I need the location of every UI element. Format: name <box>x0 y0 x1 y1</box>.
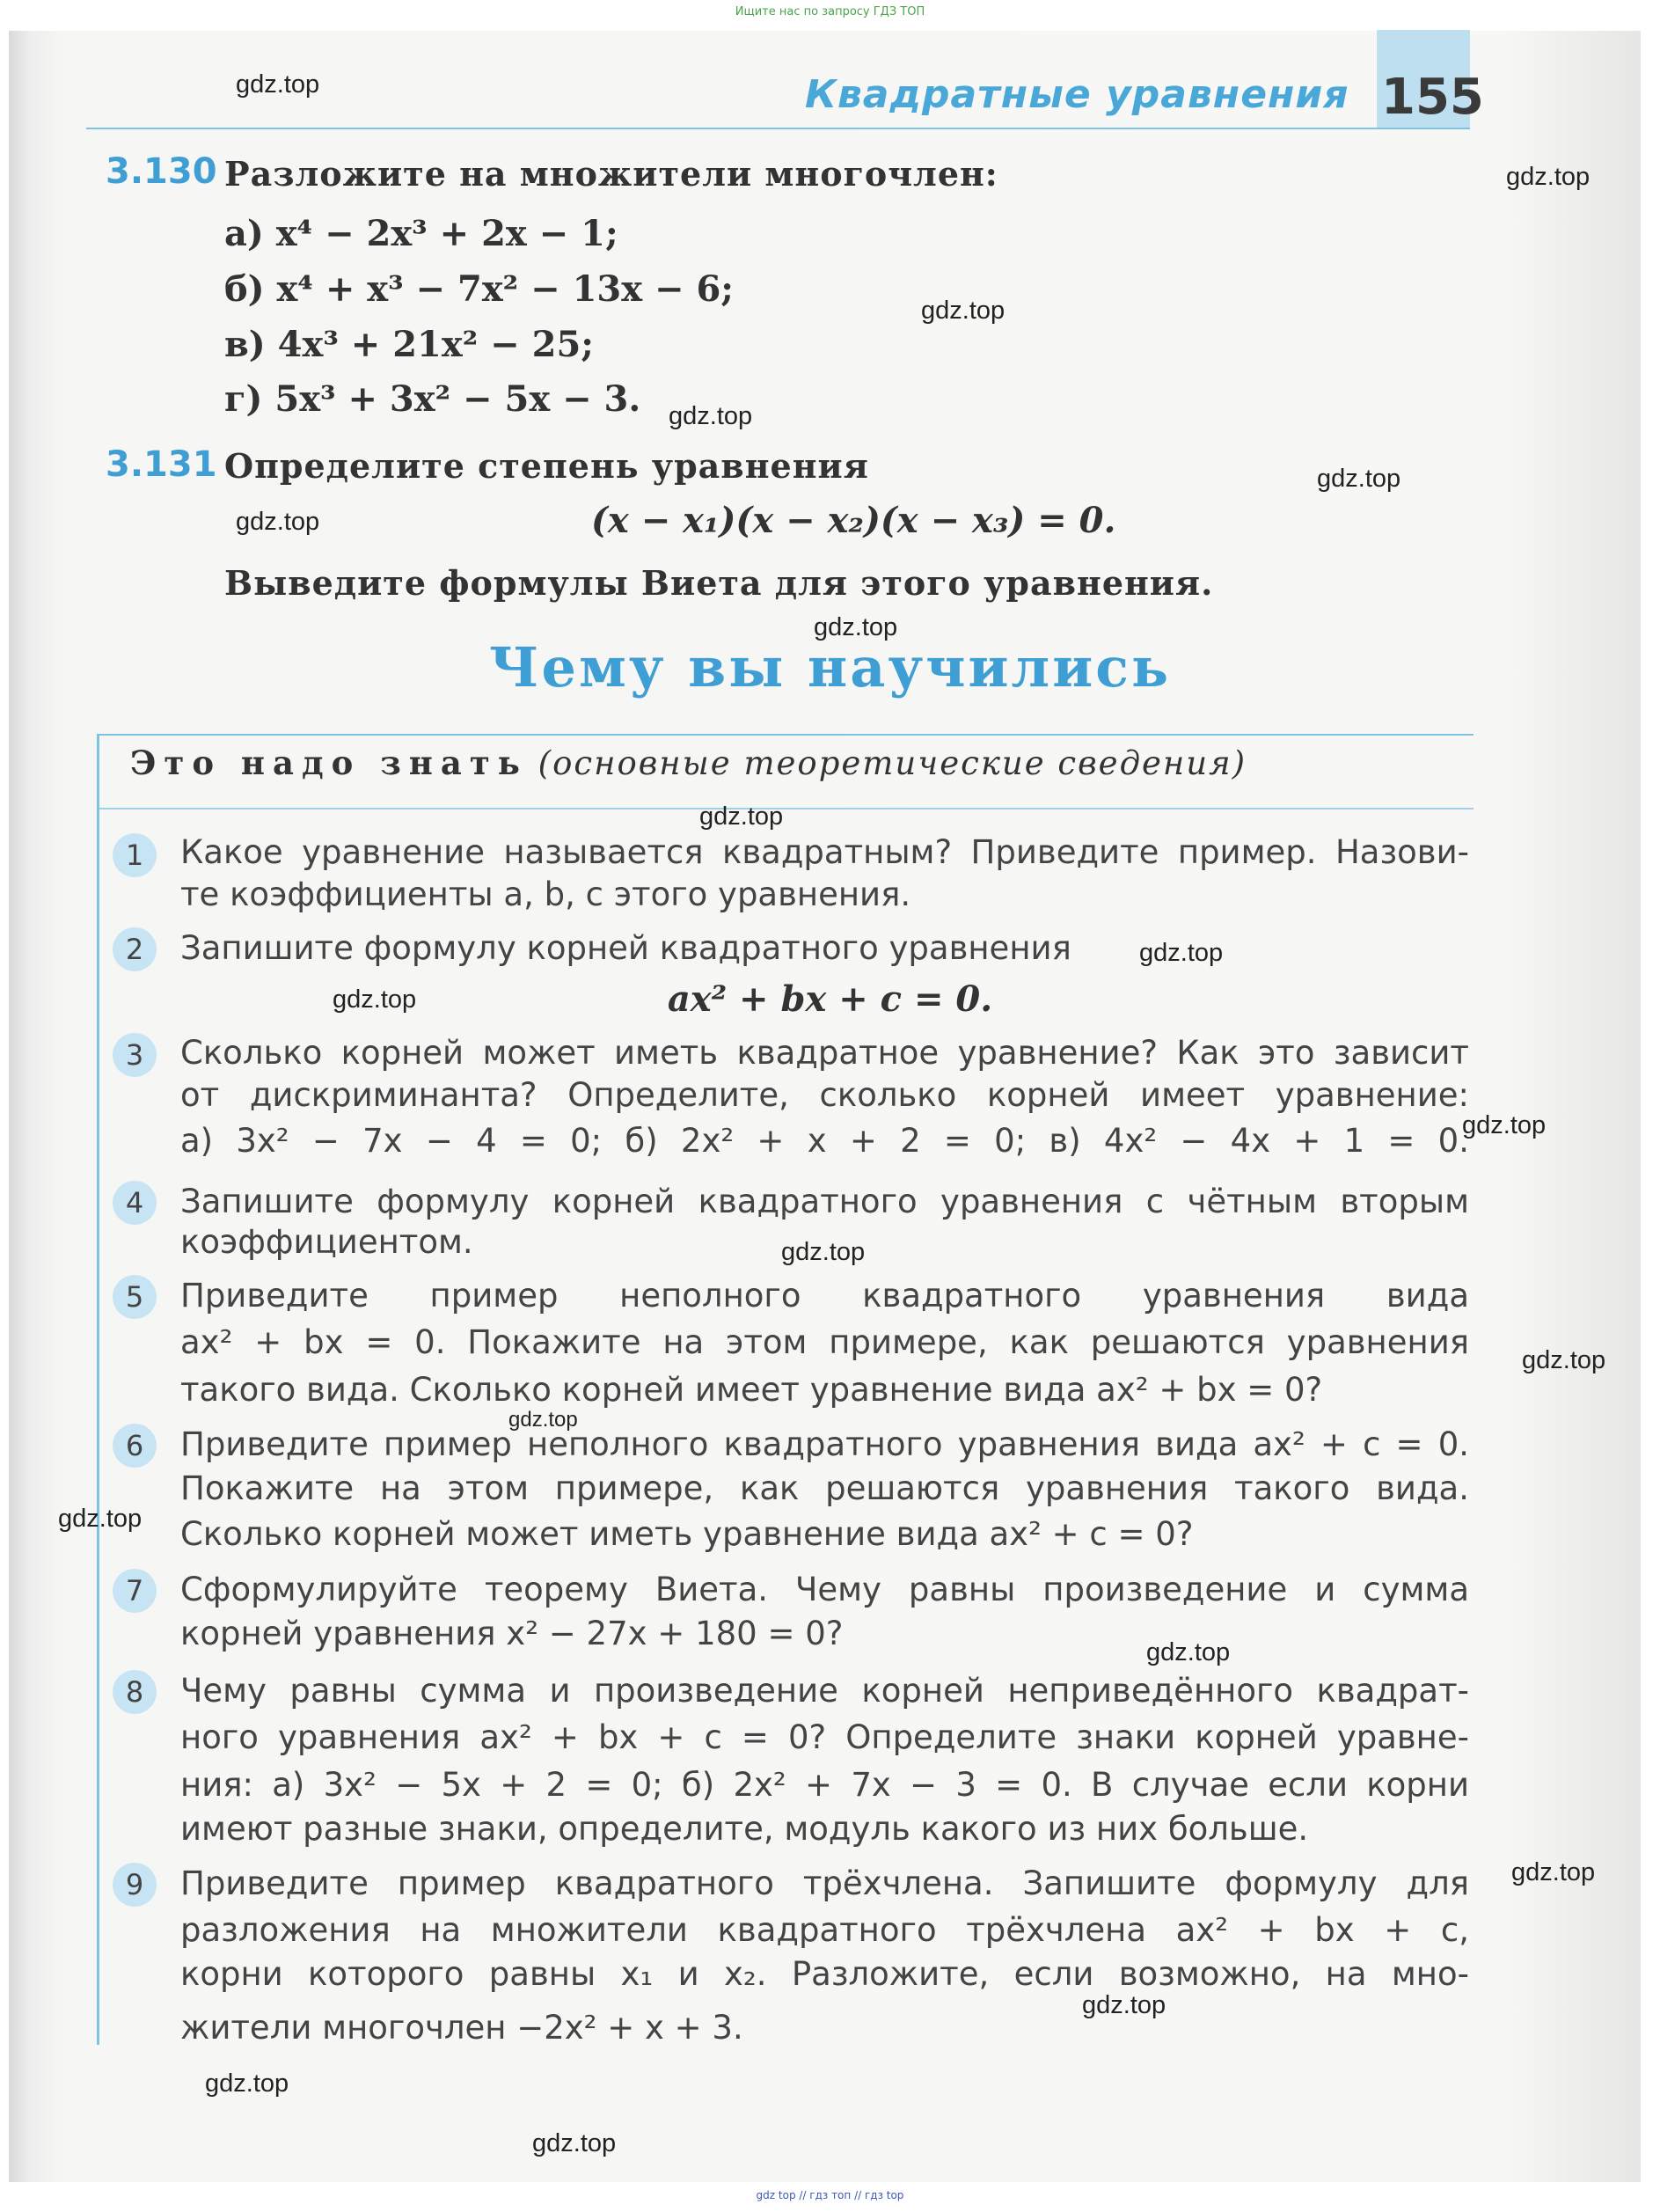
box-heading-rule <box>99 808 1474 809</box>
question-number: 3 <box>113 1033 157 1077</box>
question-line: коэффициентом. <box>180 1223 473 1261</box>
page-number: 155 <box>1381 69 1484 126</box>
question-line: Приведите пример неполного квадратного уравнения вида ax² + c = 0. <box>180 1425 1469 1463</box>
question-number: 6 <box>113 1424 157 1468</box>
watermark: gdz.top <box>669 402 753 430</box>
watermark: gdz.top <box>1139 939 1224 967</box>
question-number: 9 <box>113 1863 157 1907</box>
watermark: gdz.top <box>781 1238 866 1266</box>
question-line: ного уравнения ax² + bx + c = 0? Определите знаки корней уравне- <box>180 1718 1469 1756</box>
header-title: Квадратные уравнения <box>805 72 1349 117</box>
watermark: gdz.top <box>205 2069 289 2098</box>
watermark: gdz.top <box>1146 1638 1231 1666</box>
top-note: Ищите нас по запросу ГДЗ ТОП <box>735 5 925 18</box>
header-rule <box>86 128 1470 129</box>
question-line: ния: а) 3x² − 5x + 2 = 0; б) 2x² + 7x − 3 = 0. В случае если корни <box>180 1766 1469 1804</box>
watermark: gdz.top <box>1317 465 1401 493</box>
question-number: 1 <box>113 833 157 877</box>
section-title: Чему вы научились <box>488 635 1172 699</box>
problem-number: 3.130 <box>106 151 217 192</box>
watermark: gdz.top <box>1462 1111 1547 1139</box>
question-formula: ax² + bx + c = 0. <box>667 978 993 1020</box>
question-line: а) 3x² − 7x − 4 = 0; б) 2x² + x + 2 = 0; в) 4x² − 4x + 1 = 0. <box>180 1122 1469 1160</box>
watermark: gdz.top <box>1082 1991 1166 2019</box>
question-line: от дискриминанта? Определите, сколько корней имеет уравнение: <box>180 1076 1469 1114</box>
watermark: gdz.top <box>532 2129 617 2157</box>
problem-item: б) x⁴ + x³ − 7x² − 13x − 6; <box>224 268 735 310</box>
question-line: такого вида. Сколько корней имеет уравнение вида ax² + bx = 0? <box>180 1371 1323 1409</box>
box-left-rule <box>97 734 99 2045</box>
watermark: gdz.top <box>1511 1858 1596 1886</box>
watermark: gdz.top <box>236 508 320 536</box>
problem-item: г) 5x³ + 3x² − 5x − 3. <box>224 378 641 420</box>
question-line: Какое уравнение называется квадратным? Приведите пример. Назови- <box>180 833 1469 871</box>
watermark: gdz.top <box>921 297 1006 325</box>
question-line: Запишите формулу корней квадратного уравнения с чётным вторым <box>180 1183 1469 1220</box>
question-line: разложения на множители квадратного трёхчлена ax² + bx + c, <box>180 1911 1469 1949</box>
problem-followup: Выведите формулы Виета для этого уравнения. <box>224 563 1214 603</box>
question-line: Чему равны сумма и произведение корней неприведённого квадрат- <box>180 1672 1469 1710</box>
question-line: ax² + bx = 0. Покажите на этом примере, как решаются уравнения <box>180 1323 1469 1361</box>
question-line: корней уравнения x² − 27x + 180 = 0? <box>180 1615 844 1652</box>
question-line: корни которого равны x₁ и x₂. Разложите, если возможно, на мно- <box>180 1955 1469 1993</box>
question-line: те коэффициенты a, b, c этого уравнения. <box>180 875 911 913</box>
question-line: Запишите формулу корней квадратного уравнения <box>180 929 1071 967</box>
question-line: Приведите пример квадратного трёхчлена. Запишите формулу для <box>180 1864 1469 1902</box>
question-line: Покажите на этом примере, как решаются уравнения такого вида. <box>180 1469 1469 1507</box>
watermark: gdz.top <box>333 985 417 1014</box>
watermark: gdz.top <box>1506 163 1591 191</box>
problem-number: 3.131 <box>106 444 217 485</box>
question-line: имеют разные знаки, определите, модуль какого из них больше. <box>180 1810 1309 1848</box>
question-number: 2 <box>113 927 157 971</box>
problem-equation: (x − x₁)(x − x₂)(x − x₃) = 0. <box>591 500 1116 541</box>
question-line: Приведите пример неполного квадратного уравнения вида <box>180 1277 1469 1315</box>
box-heading-italic: (основные теоретические сведения) <box>537 744 1247 782</box>
question-line: Сколько корней может иметь квадратное уравнение? Как это зависит <box>180 1034 1469 1072</box>
question-number: 8 <box>113 1670 157 1714</box>
box-top-rule <box>97 734 1474 736</box>
question-number: 5 <box>113 1275 157 1319</box>
question-line: жители многочлен −2x² + x + 3. <box>180 2009 743 2047</box>
question-number: 7 <box>113 1569 157 1613</box>
problem-statement: Разложите на множители многочлен: <box>224 154 998 194</box>
watermark: gdz.top <box>508 1408 578 1432</box>
box-heading <box>130 743 1247 782</box>
question-line: Сформулируйте теорему Виета. Чему равны произведение и сумма <box>180 1571 1469 1608</box>
watermark: gdz.top <box>58 1505 143 1533</box>
bottom-note: gdz top // гдз топ // гдз top <box>756 2189 904 2201</box>
question-line: Сколько корней может иметь уравнение вида ax² + c = 0? <box>180 1515 1194 1553</box>
watermark: gdz.top <box>699 802 784 831</box>
box-heading-bold: Это надо знать <box>130 743 528 782</box>
problem-item: в) 4x³ + 21x² − 25; <box>224 324 595 365</box>
watermark: gdz.top <box>236 70 320 99</box>
watermark: gdz.top <box>814 613 898 641</box>
watermark: gdz.top <box>1522 1346 1606 1374</box>
question-number: 4 <box>113 1181 157 1225</box>
problem-statement: Определите степень уравнения <box>224 446 869 486</box>
problem-item: а) x⁴ − 2x³ + 2x − 1; <box>224 213 618 254</box>
